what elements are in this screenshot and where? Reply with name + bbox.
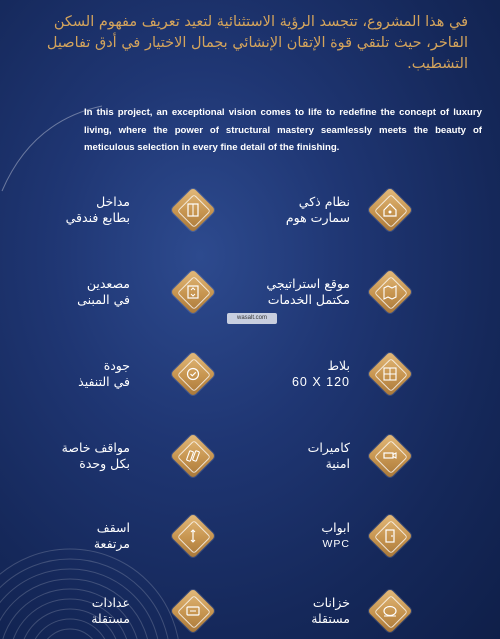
feature-line2: بطابع فندقي — [65, 210, 130, 225]
feature-smart-home — [260, 186, 500, 236]
feature-line1: خزانات — [312, 595, 350, 610]
door-icon — [370, 516, 410, 556]
arabic-intro-text: في هذا المشروع، تتجسد الرؤية الاستثنائية لتعيد تعريف مفهوم السكن الفاخر، حيث تلتقي قوة الإتقان الإنشائي بجمال الاختيار في أدق تفاصيل التشطيب. — [46, 14, 468, 72]
feature-line1: نظام ذكي — [298, 194, 350, 209]
feature-line1: ابواب — [321, 520, 350, 535]
watermark: wasalt.com — [227, 313, 277, 324]
feature-line2: 60 X 120 — [291, 375, 350, 389]
feature-tiles — [260, 350, 500, 400]
feature-line1: جودة — [103, 358, 130, 373]
feature-line1: مصعدين — [86, 276, 130, 291]
feature-line2: في التنفيذ — [78, 374, 130, 389]
smart-home-icon — [370, 190, 410, 230]
feature-line1: مداخل — [96, 194, 130, 209]
feature-parking — [0, 432, 240, 482]
feature-cameras — [260, 432, 500, 482]
feature-line2: امنية — [325, 456, 350, 471]
feature-line1: مواقف خاصة — [61, 440, 130, 455]
hotel-entrance-icon — [173, 190, 213, 230]
parking-icon — [173, 436, 213, 476]
feature-line1: بلاط — [327, 358, 350, 373]
security-camera-icon — [370, 436, 410, 476]
feature-line2: مستقلة — [311, 611, 350, 626]
meter-icon — [173, 591, 213, 631]
feature-line2: WPC — [322, 538, 350, 550]
feature-ceilings — [0, 512, 240, 562]
english-intro-text: In this project, an exceptional vision comes to life to redefine the concept of luxury living, where the power of structural mastery seamlessly meets the beauty of meticulous selection in every fine detail of the finishing. — [84, 107, 482, 153]
feature-line1: موقع استراتيجي — [266, 276, 350, 291]
map-location-icon — [370, 272, 410, 312]
feature-line2: مستقلة — [91, 611, 130, 626]
feature-location — [260, 268, 500, 318]
feature-line1: عدادات — [91, 595, 130, 610]
water-tank-icon — [370, 591, 410, 631]
feature-line2: مرتفعة — [93, 536, 130, 551]
quality-badge-icon — [173, 354, 213, 394]
feature-hotel-entrance — [0, 186, 240, 236]
ceiling-height-icon — [173, 516, 213, 556]
feature-line2: سمارت هوم — [285, 210, 350, 225]
feature-line2: مكتمل الخدمات — [267, 292, 350, 307]
feature-tanks — [260, 589, 500, 639]
feature-line2: بكل وحدة — [79, 456, 130, 471]
feature-line2: في المبنى — [77, 292, 130, 307]
feature-doors — [260, 512, 500, 562]
tiles-icon — [370, 354, 410, 394]
feature-line1: كاميرات — [307, 440, 350, 455]
feature-meters — [0, 589, 240, 639]
feature-elevator — [0, 268, 240, 318]
elevator-icon — [173, 272, 213, 312]
feature-line1: اسقف — [96, 520, 130, 535]
feature-quality — [0, 350, 240, 400]
